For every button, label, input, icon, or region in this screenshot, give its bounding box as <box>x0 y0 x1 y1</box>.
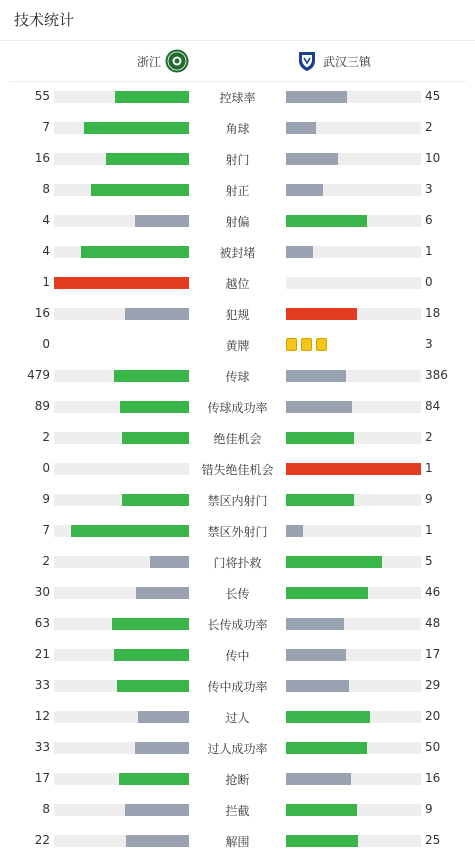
away-bar-fill <box>286 618 344 630</box>
away-bar-fill <box>286 587 368 599</box>
away-bar-fill <box>286 91 347 103</box>
stat-label: 错失绝佳机会 <box>201 463 274 477</box>
stat-label: 拦截 <box>225 804 250 818</box>
home-bar-fill <box>125 804 189 816</box>
stat-row <box>0 670 475 701</box>
away-bar-fill <box>286 711 370 723</box>
stat-row <box>0 267 475 298</box>
home-value: 8 <box>42 802 50 816</box>
stat-row <box>0 763 475 794</box>
home-value: 17 <box>34 771 50 785</box>
stat-label: 门将扑救 <box>213 556 262 570</box>
home-bar-track <box>54 494 189 506</box>
home-bar-track <box>54 432 189 444</box>
away-bar-track <box>286 556 421 568</box>
away-value: 9 <box>425 802 433 816</box>
away-bar-fill <box>286 649 346 661</box>
home-value: 16 <box>34 306 50 320</box>
home-bar-track <box>54 463 189 475</box>
stat-label: 角球 <box>225 122 250 136</box>
away-bar-track <box>286 680 421 692</box>
stat-row <box>0 205 475 236</box>
home-bar-track <box>54 122 189 134</box>
away-value: 3 <box>425 337 433 351</box>
away-bar-fill <box>286 308 357 320</box>
away-bar-fill <box>286 215 367 227</box>
home-bar-fill <box>91 184 189 196</box>
away-bar-track <box>286 742 421 754</box>
yellow-card-icon <box>286 338 297 351</box>
away-value: 1 <box>425 244 433 258</box>
home-bar-fill <box>114 370 189 382</box>
away-value: 2 <box>425 430 433 444</box>
away-bar-track <box>286 618 421 630</box>
home-value: 2 <box>42 554 50 568</box>
stat-row <box>0 360 475 391</box>
stat-label: 射正 <box>225 184 250 198</box>
stat-label: 传球成功率 <box>207 401 268 415</box>
home-bar-track <box>54 277 189 289</box>
home-bar-track <box>54 711 189 723</box>
away-bar-track <box>286 432 421 444</box>
away-team[interactable] <box>295 49 371 73</box>
stat-label: 犯规 <box>225 308 250 322</box>
away-value: 1 <box>425 461 433 475</box>
away-bar-track <box>286 835 421 847</box>
away-bar-track <box>286 804 421 816</box>
home-bar-track <box>54 525 189 537</box>
away-bar-track <box>286 215 421 227</box>
stat-row <box>0 546 475 577</box>
stat-label: 过人成功率 <box>207 742 268 756</box>
home-bar-fill <box>81 246 189 258</box>
away-value: 0 <box>425 275 433 289</box>
stat-label: 被封堵 <box>219 246 256 260</box>
stats-list <box>0 81 475 856</box>
stat-row <box>0 81 475 112</box>
stat-row <box>0 639 475 670</box>
stat-row <box>0 112 475 143</box>
away-bar-track <box>286 463 421 475</box>
home-bar-track <box>54 804 189 816</box>
away-value: 18 <box>425 306 441 320</box>
yellow-card-icon <box>301 338 312 351</box>
away-bar-fill <box>286 463 421 475</box>
home-bar-fill <box>71 525 189 537</box>
home-value: 30 <box>34 585 50 599</box>
home-value: 12 <box>34 709 50 723</box>
stat-label: 绝佳机会 <box>213 432 262 446</box>
home-value: 33 <box>34 678 50 692</box>
home-bar-fill <box>126 835 189 847</box>
away-bar-fill <box>286 401 352 413</box>
home-bar-fill <box>122 494 190 506</box>
home-bar-fill <box>106 153 189 165</box>
home-bar-fill <box>138 711 189 723</box>
away-value: 29 <box>425 678 441 692</box>
home-bar-track <box>54 308 189 320</box>
stat-label: 长传成功率 <box>207 618 268 632</box>
stat-row <box>0 484 475 515</box>
away-value: 5 <box>425 554 433 568</box>
home-bar-track <box>54 835 189 847</box>
stat-row <box>0 236 475 267</box>
home-value: 89 <box>34 399 50 413</box>
away-bar-track <box>286 122 421 134</box>
away-value: 50 <box>425 740 441 754</box>
away-bar-track <box>286 370 421 382</box>
stat-label: 过人 <box>225 711 250 725</box>
home-bar-track <box>54 215 189 227</box>
away-bar-track <box>286 246 421 258</box>
stat-label: 传中成功率 <box>207 680 268 694</box>
home-bar-fill <box>112 618 189 630</box>
home-bar-track <box>54 184 189 196</box>
away-bar-fill <box>286 680 349 692</box>
stat-label: 射门 <box>225 153 250 167</box>
stat-label: 抢断 <box>225 773 250 787</box>
stat-label: 射偏 <box>225 215 250 229</box>
home-bar-fill <box>136 587 189 599</box>
teams-header <box>9 41 466 82</box>
away-bar-track <box>286 525 421 537</box>
home-value: 0 <box>42 337 50 351</box>
stat-row <box>0 329 475 360</box>
away-bar-fill <box>286 556 382 568</box>
home-value: 63 <box>34 616 50 630</box>
stat-label: 长传 <box>225 587 250 601</box>
away-bar-track <box>286 587 421 599</box>
home-bar-track <box>54 401 189 413</box>
home-team[interactable] <box>137 49 189 73</box>
home-value: 4 <box>42 213 50 227</box>
stat-label: 禁区内射门 <box>207 494 268 508</box>
home-value: 4 <box>42 244 50 258</box>
away-bar-track <box>286 308 421 320</box>
home-bar-fill <box>125 308 189 320</box>
stat-row <box>0 825 475 856</box>
home-bar-fill <box>150 556 189 568</box>
stat-row <box>0 453 475 484</box>
home-bar-fill <box>115 91 189 103</box>
away-bar-fill <box>286 153 338 165</box>
away-bar-track <box>286 277 421 289</box>
home-bar-fill <box>84 122 189 134</box>
home-bar-fill <box>122 432 190 444</box>
home-value: 22 <box>34 833 50 847</box>
away-bar-fill <box>286 494 354 506</box>
away-bar-track <box>286 711 421 723</box>
home-bar-track <box>54 680 189 692</box>
home-value: 479 <box>27 368 50 382</box>
stat-row <box>0 391 475 422</box>
home-bar-track <box>54 246 189 258</box>
stat-row <box>0 422 475 453</box>
stat-row <box>0 174 475 205</box>
away-bar-fill <box>286 773 351 785</box>
zhejiang-club-crest-icon <box>165 49 189 73</box>
stat-label: 控球率 <box>219 91 256 105</box>
away-bar-track <box>286 494 421 506</box>
away-value: 1 <box>425 523 433 537</box>
away-value: 25 <box>425 833 441 847</box>
home-value: 2 <box>42 430 50 444</box>
stat-row <box>0 577 475 608</box>
away-value: 20 <box>425 709 441 723</box>
stat-label: 解围 <box>225 835 250 849</box>
stat-row <box>0 608 475 639</box>
away-value: 16 <box>425 771 441 785</box>
home-bar-track <box>54 742 189 754</box>
away-value: 3 <box>425 182 433 196</box>
home-bar-track <box>54 618 189 630</box>
home-value: 21 <box>34 647 50 661</box>
stat-label: 越位 <box>225 277 250 291</box>
away-value: 2 <box>425 120 433 134</box>
stat-label: 黄牌 <box>225 339 250 353</box>
away-value: 386 <box>425 368 448 382</box>
away-value: 48 <box>425 616 441 630</box>
stat-row <box>0 794 475 825</box>
yellow-card-icon <box>316 338 327 351</box>
away-bar-fill <box>286 184 323 196</box>
home-team-name: 浙江 <box>137 54 162 69</box>
away-bar-track <box>286 649 421 661</box>
away-bar-track <box>286 184 421 196</box>
home-value: 0 <box>42 461 50 475</box>
away-bar-fill <box>286 835 358 847</box>
away-team-name: 武汉三镇 <box>323 54 372 69</box>
home-value: 9 <box>42 492 50 506</box>
wuhan-three-towns-crest-icon <box>295 49 319 73</box>
home-value: 16 <box>34 151 50 165</box>
stat-row <box>0 298 475 329</box>
stat-row <box>0 701 475 732</box>
away-bar-track <box>286 153 421 165</box>
home-bar-fill <box>119 773 189 785</box>
away-value: 10 <box>425 151 441 165</box>
away-bar-fill <box>286 122 316 134</box>
away-bar-fill <box>286 525 303 537</box>
home-value: 8 <box>42 182 50 196</box>
home-value: 1 <box>42 275 50 289</box>
away-value: 45 <box>425 89 441 103</box>
away-yellow-cards <box>286 338 327 351</box>
away-value: 84 <box>425 399 441 413</box>
away-value: 46 <box>425 585 441 599</box>
home-bar-track <box>54 153 189 165</box>
home-value: 33 <box>34 740 50 754</box>
away-bar-fill <box>286 246 313 258</box>
away-bar-track <box>286 401 421 413</box>
home-value: 55 <box>34 89 50 103</box>
away-bar-fill <box>286 432 354 444</box>
home-bar-track <box>54 556 189 568</box>
stat-row <box>0 732 475 763</box>
home-bar-fill <box>117 680 189 692</box>
home-bar-track <box>54 773 189 785</box>
away-bar-fill <box>286 804 357 816</box>
stat-label: 传中 <box>225 649 250 663</box>
away-value: 6 <box>425 213 433 227</box>
home-value: 7 <box>42 120 50 134</box>
away-bar-track <box>286 91 421 103</box>
away-bar-fill <box>286 742 367 754</box>
stat-label: 禁区外射门 <box>207 525 268 539</box>
section-title: 技术统计 <box>0 0 475 41</box>
away-value: 9 <box>425 492 433 506</box>
stat-label: 传球 <box>225 370 250 384</box>
home-bar-fill <box>135 215 189 227</box>
home-bar-fill <box>120 401 189 413</box>
home-bar-track <box>54 649 189 661</box>
home-bar-fill <box>114 649 189 661</box>
stat-row <box>0 515 475 546</box>
home-bar-fill <box>135 742 189 754</box>
home-bar-track <box>54 370 189 382</box>
home-bar-fill <box>54 277 189 289</box>
away-bar-fill <box>286 370 346 382</box>
away-value: 17 <box>425 647 441 661</box>
home-bar-track <box>54 587 189 599</box>
stat-row <box>0 143 475 174</box>
away-bar-track <box>286 773 421 785</box>
home-value: 7 <box>42 523 50 537</box>
home-bar-track <box>54 91 189 103</box>
